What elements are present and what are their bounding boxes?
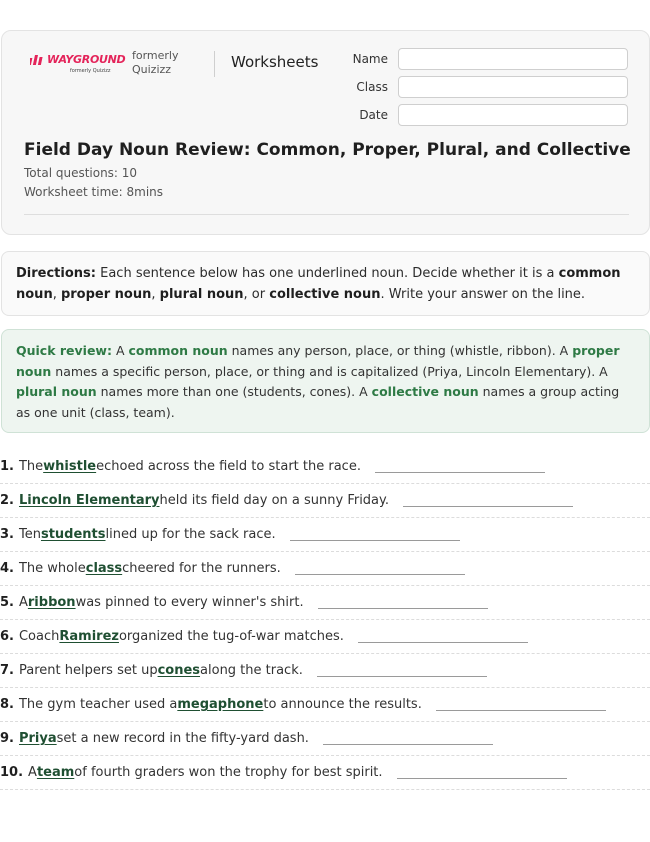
- underlined-noun: ribbon: [27, 595, 76, 610]
- answer-line[interactable]: [436, 710, 606, 711]
- review-text-3: names a specific person, place, or thing and is capitalized (Priya, Lincoln Elementary). A: [51, 363, 608, 379]
- answer-line[interactable]: [317, 676, 487, 677]
- logo-subtext: formerly Quizizz: [70, 68, 111, 74]
- class-label: Class: [356, 80, 388, 94]
- worksheets-label: Worksheets: [231, 53, 319, 71]
- question-number: 3.: [0, 527, 14, 542]
- date-field[interactable]: [398, 104, 628, 126]
- date-label: Date: [359, 108, 388, 122]
- worksheet-header: [1, 30, 650, 235]
- name-label: Name: [352, 52, 388, 66]
- review-text-2: names any person, place, or thing (whistle, ribbon). A: [227, 343, 573, 358]
- question-text-before: A: [18, 595, 28, 610]
- underlined-noun: Ramirez: [59, 629, 119, 644]
- question-text-after: to announce the results.: [263, 697, 422, 712]
- question-text-after: cheered for the runners.: [122, 561, 281, 576]
- question-number: 4.: [0, 561, 14, 576]
- directions-key-3: plural noun: [159, 287, 244, 302]
- question-text-after: organized the tug-of-war matches.: [118, 629, 344, 644]
- directions-key-1: common noun: [16, 266, 621, 302]
- question-text-after: echoed across the field to start the race.: [96, 459, 361, 474]
- underlined-noun: megaphone: [177, 697, 264, 712]
- question-text-after: set a new record in the fifty-yard dash.: [56, 731, 309, 746]
- question-row: [0, 688, 650, 722]
- wayground-logo: [30, 53, 126, 77]
- underlined-noun: students: [40, 527, 106, 542]
- underlined-noun: cones: [157, 663, 201, 678]
- quick-review-box: [1, 329, 650, 433]
- formerly-line2: Quizizz: [132, 63, 172, 76]
- question-text-before: Coach: [18, 629, 60, 644]
- class-field[interactable]: [398, 76, 628, 98]
- question-text-after: was pinned to every winner's shirt.: [75, 595, 304, 610]
- question-row: [0, 552, 650, 586]
- question-number: 7.: [0, 663, 14, 678]
- directions-text-1: Each sentence below has one underlined noun. Decide whether it is a: [95, 266, 559, 281]
- header-rule: [24, 214, 629, 215]
- question-text-before: The whole: [18, 561, 86, 576]
- answer-line[interactable]: [397, 778, 567, 779]
- question-text-after: along the track.: [200, 663, 303, 678]
- review-key-3: plural noun: [16, 384, 97, 399]
- answer-line[interactable]: [375, 472, 545, 473]
- total-questions: Total questions: 10: [24, 166, 138, 180]
- question-number: 5.: [0, 595, 14, 610]
- question-text-before: Parent helpers set up: [18, 663, 158, 678]
- underlined-noun: Lincoln Elementary: [18, 493, 160, 508]
- question-number: 9.: [0, 731, 14, 746]
- question-number: 2.: [0, 493, 14, 508]
- name-field[interactable]: [398, 48, 628, 70]
- directions-key-4: collective noun: [269, 287, 381, 302]
- answer-line[interactable]: [318, 608, 488, 609]
- answer-line[interactable]: [290, 540, 460, 541]
- question-text-after: lined up for the sack race.: [105, 527, 276, 542]
- question-row: [0, 722, 650, 756]
- review-key-1: common noun: [128, 343, 228, 358]
- formerly-quizizz: [132, 49, 179, 77]
- review-text-5: names a group acting as one unit (class, team).: [16, 384, 620, 420]
- question-row: [0, 620, 650, 654]
- formerly-line1: formerly: [132, 49, 179, 62]
- directions-text-2: ,: [52, 287, 61, 302]
- header-divider: [214, 51, 215, 77]
- answer-line[interactable]: [295, 574, 465, 575]
- answer-line[interactable]: [323, 744, 493, 745]
- question-row: [0, 654, 650, 688]
- worksheet-time: Worksheet time: 8mins: [24, 185, 164, 199]
- worksheet-title: Field Day Noun Review: Common, Proper, Plural, and Collective: [24, 140, 631, 160]
- answer-line[interactable]: [403, 506, 573, 507]
- directions-text-4: , or: [243, 287, 270, 302]
- question-row: [0, 586, 650, 620]
- directions-lead: Directions:: [16, 266, 96, 281]
- review-text-1: A: [111, 343, 129, 358]
- question-text-before: A: [28, 765, 37, 780]
- underlined-noun: class: [85, 561, 123, 576]
- question-row: [0, 450, 650, 484]
- directions-text-5: . Write your answer on the line.: [380, 287, 586, 302]
- question-number: 1.: [0, 459, 14, 474]
- question-number: 6.: [0, 629, 14, 644]
- logo-wordmark: WAYGROUND: [47, 53, 126, 66]
- directions-key-2: proper noun: [60, 287, 152, 302]
- question-text-before: Ten: [18, 527, 41, 542]
- review-text-4: names more than one (students, cones). A: [96, 384, 372, 399]
- underlined-noun: Priya: [18, 731, 57, 746]
- question-text-after: of fourth graders won the trophy for best spirit.: [74, 765, 383, 780]
- question-text-after: held its field day on a sunny Friday.: [159, 493, 389, 508]
- question-row: [0, 756, 650, 790]
- question-row: [0, 484, 650, 518]
- answer-line[interactable]: [358, 642, 528, 643]
- question-text-before: The: [18, 459, 44, 474]
- review-key-2: proper noun: [16, 343, 620, 379]
- question-row: [0, 518, 650, 552]
- question-number: 10.: [0, 765, 24, 780]
- review-lead: Quick review:: [16, 343, 112, 358]
- question-text-before: The gym teacher used a: [18, 697, 178, 712]
- directions-text-3: ,: [151, 287, 160, 302]
- wayground-mark-icon: [30, 55, 46, 65]
- underlined-noun: team: [36, 765, 75, 780]
- directions-box: [1, 251, 650, 316]
- question-number: 8.: [0, 697, 14, 712]
- underlined-noun: whistle: [43, 459, 97, 474]
- review-key-4: collective noun: [371, 384, 479, 399]
